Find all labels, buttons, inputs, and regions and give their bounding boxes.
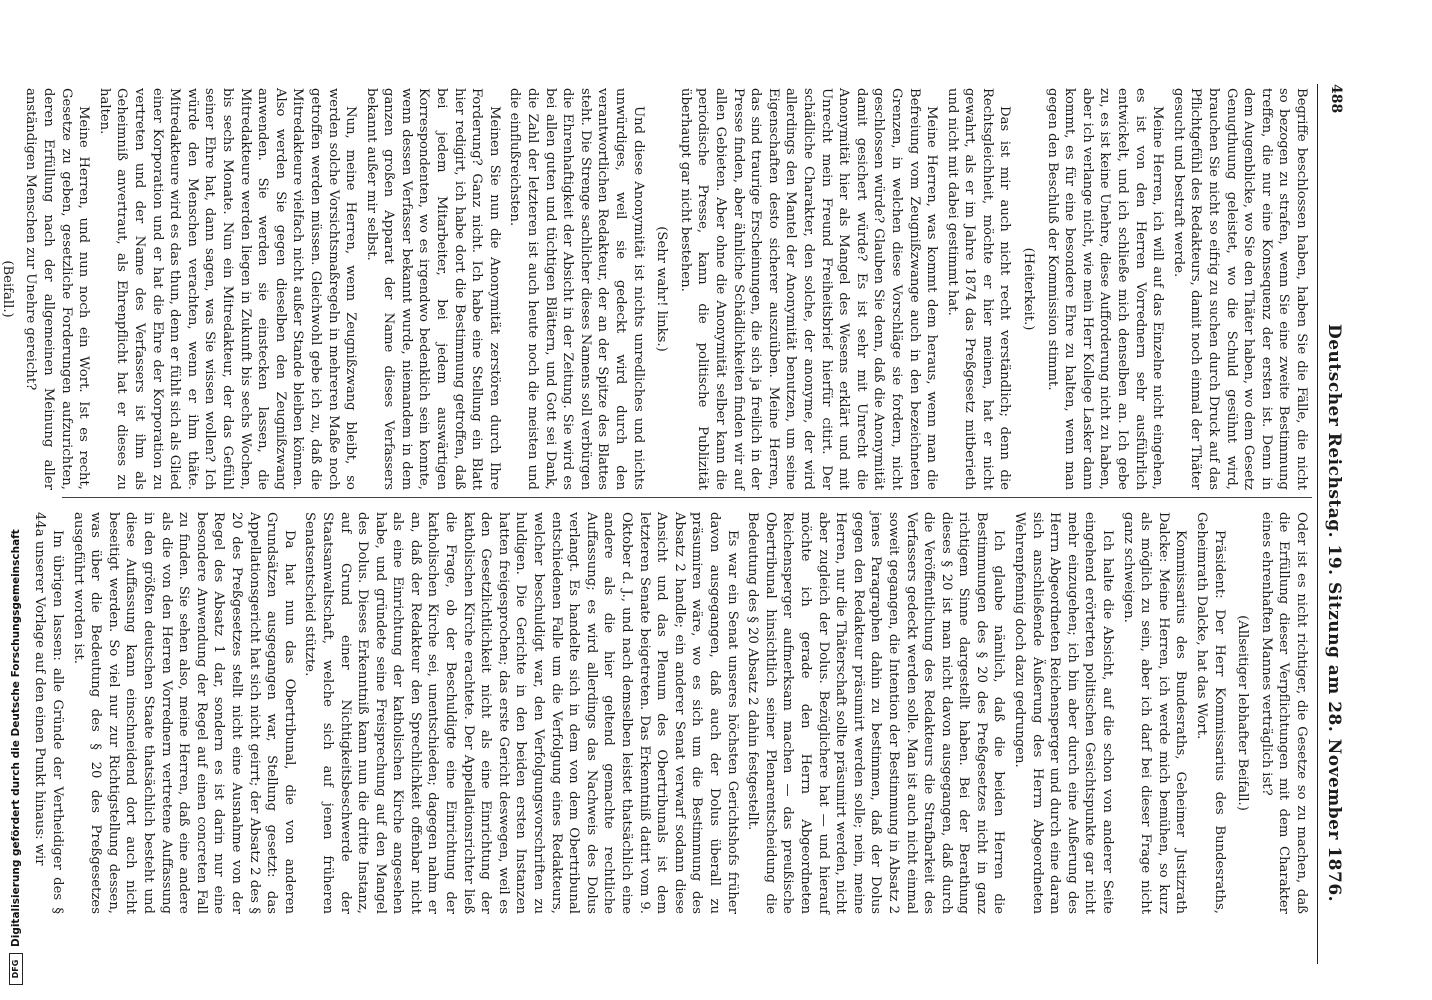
page-title: Deutscher Reichstag. 19. Sitzung am 28. November 1876.	[1324, 324, 1344, 903]
stage-direction: (Beifall.)	[0, 260, 15, 318]
paragraph: Und diese Anonymität ist nichts unredliches und nichts unwürdiges, weil sie gedeckt wird durch den verantwortlichen Redakteur, der an der Spitze des Blattes steht. Die Strenge sachlicher dieses Namens soll verbürgen die Ehrenhaftigkeit der Absicht in der Zeitung. Sie wird es bei allen guten und tüchtigen Blättern, und Gott sei Dank, die Zahl der letzteren ist auch heute noch die meisten und die einflußreichsten.	[507, 88, 646, 490]
stage-direction: (Sehr wahr! links.)	[654, 226, 670, 352]
paragraph: Das ist mir auch nicht recht verständlich; denn die Rechtsgleichheit, möchte er hier meinen, hat er nicht gewahrt, als er im Jahre 1874 das Preßgesetz mitberieth und nicht mit dabei gestimmt hat.	[944, 88, 1013, 490]
footer-credit	[6, 0, 28, 1000]
paragraph: Es war ein Senat unseres höchsten Gerichtshofs früher davon ausgegangen, daß auch der Dolus überall zu präsumiren wäre, wo es sich um die Bestimmung des Absatz 2 handle; ein anderer Senat verwarf sodann diese Ansicht und das Plenum des Obertribunals ist dem letzteren Senate beigetreten. Das Erkenntniß datirt vom 9. Oktober d. J., und nach demselben leistet thatsächlich eine andere als die hier geltend gemachte rechtliche Auffassung; es wird allerdings das Nachweis des Dolus verlangt. Es handelte sich in dem von dem Obertribunal entschiedenen Falle um die Verfolgung eines Redakteurs, welcher beschuldigt war, den Verfolgungsvorschriften zu huldigen. Die Gerichte in den beiden ersten Instanzen hatten freigesprochen; das erste Gericht deswegen, weil es den Gesetzlichtlichkeit nicht als eine Einrichtung der katholischen Kirche erachtete. Der Appellationsrichter ließ die Frage, ob der Beschuldigte eine Einrichtung der katholischen Kirche sei, unentschieden; dagegen nahm er an, daß der Redakteur den Sprechlichkeit offenbar nicht als eine Einrichtung der katholischen Kirche angesehen habe, und gründete seine Freisprechung auf den Mangel des Dolus. Dieses Erkenntniß kann nun die dritte Instanz, auf Grund einer Nichtigkeitsbeschwerde der Staatsanwaltschaft, welche sich auf jenen früheren Senatsentscheid stützte.	[302, 512, 740, 914]
paragraph: Da hat nun das Obertribunal, die von anderen Grundsätzen ausgegangen war, Stellung gesetzt: das Appellationsgericht hat sich nicht geirrt; der Absatz 2 des § 20 des Preßgesetzes stellt nicht eine Ausnahme von der Regel des Absatz 1 dar, sondern es ist darin nur eine besondere Anwendung der Regel auf einen concreten Fall zu finden. Sie sehen also, meine Herren, daß eine andere als die von den Herren Vorrednern vertretene Auffassung in den größten deutschen Staate thatsächlich besteht und diese Auffassung kann einschneidend dort auch nicht beseitigt werden. So viel nur zur Richtigstellung dessen, was über die Bedeutung des § 20 des Preßgesetzes ausgeführt worden ist.	[70, 512, 297, 914]
paragraph: Meine Herren, ich will auf das Einzelne nicht eingehen, es ist von den Herren Vorrednern sehr ausführlich entwickelt, und ich schließe mich denselben an. Ich gebe zu, es ist keine Unehre, diese Aufforderung nicht zu haben, aber ich verlange nicht, wie mein Herr Kollege Lasker dann kommt, es für eine besondere Ehre zu halten, wenn man gegen den Beschluß der Kommission stimmt.	[1044, 88, 1166, 490]
paragraph: Ich glaube nämlich, daß die beiden Herren die Bestimmungen des § 20 des Preßgesetzes nicht in ganz richtigem Sinne dargestellt haben. Bei der Berathung dieses § 20 ist man nicht davon ausgegangen, daß durch die Veröffentlichung des Redakteurs die Strafbarkeit des Verfassers gedeckt werden solle. Man ist auch nicht einmal soweit gegangen, die Intention der Bestimmung in Absatz 2 jenes Paragraphen dahin zu bestimmen, daß der Dolus gegen den Redakteur präsumirt werden solle; nein, meine Herren, nur die Thäterschaft sollte präsumirt werden, nicht aber zugleich der Dolus. Bezüglichere hat — und hierauf möchte ich gerade den Herrn Abgeordneten Reichensperger aufmerksam machen — das preußische Obertribunal hinsichtlich seiner Plenarentscheidung die Bedeutung des § 20 Absatz 2 dahin festgestellt.	[745, 512, 1007, 914]
column-divider	[62, 497, 1312, 498]
right-column	[28, 512, 1310, 914]
paragraph: Ich halte die Absicht, auf die schon von anderer Seite eingehend erörterten politischen Gesichtspunkte gar nicht mehr einzugehen; ich bin aber durch eine Außerung des Herrn Abgeordneten Reichensperger und durch eine daran sich anschließende Äußerung des Herrn Abgeordneten Wehrenpfennig doch dazu gedrungen.	[1012, 512, 1116, 914]
stage-direction: (Allseitiger lebhafter Beifall.)	[1235, 615, 1251, 811]
paragraph: Präsident: Der Herr Kommissarius des Bundesraths, Geheimrath Dalcke, hat das Wort.	[1194, 512, 1227, 914]
header-rule	[1317, 84, 1318, 964]
paragraph: Im übrigen lassen: alle Gründe der Vertheidiger des § 44a unserer Vorlage auf den einen Punkt hinaus: wir	[32, 512, 66, 914]
paragraph: Nun, meine Herren, wenn Zeugnißzwang bleibt, so werden solche Vorsichtsmaßregeln in mehreren Maße noch getroffen werden müssen. Gleichwohl gebe ich zu, daß die Mitredakteure vielfach nicht außer Stande bleiben können. Also werden Sie gegen dieselben den Zeugnißzwang anwenden. Sie werden sie einstecken lassen, die Mitredakteure werden liegen in Zukunft bis sechs Wochen, bis sechs Monate. Nun ein Mitredakteur, der das Gefühl seiner Ehre hat, dann sagen, was Sie wissen wollen? Ich würde den Menschen verachten, wenn er ihm thäte. Mitredakteure wird es das thun, denn er fühlt sich als Glied einer Korporation und er hat die Ehre der Korporation zu vertreten und der Name des Verfassers ist ihm als Geheimniß anvertraut, als Ehrenpflicht hat er dieses zu halten.	[96, 88, 359, 490]
credit-text: Digitalisierung gefördert durch die Deutsche Forschungsgemeinschaft	[10, 529, 22, 947]
left-column	[0, 88, 1310, 490]
paragraph: Meine Herren, und nun noch ein Wort. Ist es recht, Gesetze zu geben, gesetzliche Forderungen aufzurichten, deren Erfüllung nach der allgemeinen Meinung aller anständigen Menschen zur Unehre gereicht?	[23, 88, 92, 490]
paragraph: Oder ist es nicht richtiger, die Gesetze so zu machen, daß die Erfüllung dieser Verpflichtungen mit dem Charakter eines ehrenhaften Mannes verträglich ist?	[1258, 512, 1309, 914]
stage-direction: (Heiterkeit.)	[1021, 247, 1037, 331]
running-header	[1320, 84, 1344, 944]
paragraph: Meine Herren, was kommt dem heraus, wenn man die Befreiung vom Zeugnißzwange auch in den bezeichneten Grenzen, in welchen diese Vorschläge sie fordern, nicht geschlossen würde? Glauben Sie denn, daß die Anonymität damit gesichert würde? Es ist sehr mit Unrecht die Anonymität hier als Mangel des Wesens erklärt und mit Unrecht mein Freund Freiheitsbrief hierfür citirt. Der schädliche Charakter, den solche, der anonyme, der wird allerdings den Mantel der Anonymität benutzen, um seine Eigenschaften desto sicherer auszuüben. Meine Herren, das sind traurige Erscheinungen, die sich ja freilich in der Presse finden, aber ähnliche Schädlichkeiten finden wir auf allen Gebieten. Aber ohne die Anonymität selber kann die periodische Presse, kann die politische Publizität überhaupt gar nicht bestehen.	[677, 88, 940, 490]
paragraph: Begriffe beschlossen haben, haben Sie die Fälle, die nicht so bezogen zu strafen, wenn Sie eine zweite Bestimmung treffen, die nur eine Konsequenz der ersten ist. Denn in dem Augenblicke, wo Sie den Thäter haben, wo dem Gesetz Genugthuung geleistet, wo die Schuld gesühnt wird, brauchen Sie nicht so eifrig zu suchen durch Druck auf das Pflichtgefühl des Redakteurs, damit noch einmal der Thäter gesucht und bestraft werde.	[1170, 88, 1309, 490]
paragraph: Kommissarius des Bundesraths, Geheimer Justizrath Dalcke: Meine Herren, ich werde mich bemühen, so kurz als möglich zu sein, aber ich darf bei dieser Frage nicht ganz schweigen.	[1120, 512, 1189, 914]
dfg-logo-icon: DFG	[9, 953, 23, 985]
page-number: 488	[1328, 84, 1344, 114]
paragraph: Meinen Sie nun die Anonymität zerstören durch Ihre Forderung? Ganz nicht. Ich habe eine Stellung ein Blatt hier redigirt, ich habe dort die Bestimmung getroffen, daß bei jedem Mitarbeiter, bei jedem auswärtigen Korrespondenten, wo es irgendwo bedenklich sein konnte, wenn dessen Verfasser bekannt wurde, niemandem in dem ganzen großen Apparat der Name dieses Verfassers bekannt außer mir selbst.	[363, 88, 502, 490]
